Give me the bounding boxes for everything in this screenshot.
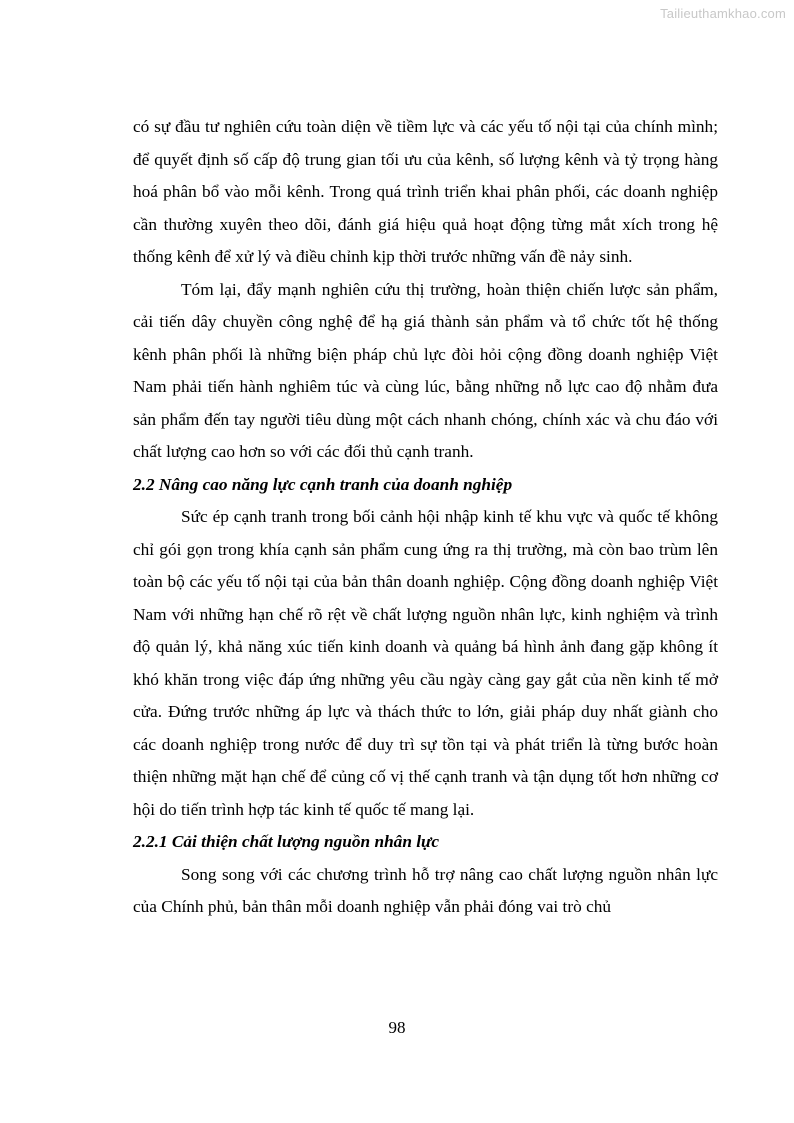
watermark-text: Tailieuthamkhao.com <box>660 6 786 21</box>
paragraph-summary: Tóm lại, đẩy mạnh nghiên cứu thị trường, hoàn thiện chiến lược sản phẩm, cải tiến dây chuyền công nghệ để hạ giá thành sản phẩm và tổ chức tốt hệ thống kênh phân phối là những biện pháp chủ lực đòi hỏi cộng đồng doanh nghiệp Việt Nam phải tiến hành nghiêm túc và cùng lúc, bằng những nỗ lực cao độ nhằm đưa sản phẩm đến tay người tiêu dùng một cách nhanh chóng, chính xác và chu đáo với chất lượng cao hơn so với các đối thủ cạnh tranh. <box>133 279 718 461</box>
paragraph-competition-pressure: Sức ép cạnh tranh trong bối cảnh hội nhập kinh tế khu vực và quốc tế không chỉ gói gọn trong khía cạnh sản phẩm cung ứng ra thị trường, mà còn bao trùm lên toàn bộ các yếu tố nội tại của bản thân doanh nghiệp. Cộng đồng doanh nghiệp Việt Nam với những hạn chế rõ rệt về chất lượng nguồn nhân lực, kinh nghiệm và trình độ quản lý, khả năng xúc tiến kinh doanh và quảng bá hình ảnh đang gặp không ít khó khăn trong việc đáp ứng những yêu cầu ngày càng gay gắt của nền kinh tế mở cửa. Đứng trước những áp lực và thách thức to lớn, giải pháp duy nhất giành cho các doanh nghiệp trong nước để duy trì sự tồn tại và phát triển là từng bước hoàn thiện những mặt hạn chế để củng cố vị thế cạnh tranh và tận dụng tốt hơn những cơ hội do tiến trình hợp tác kinh tế quốc tế mang lại. <box>133 507 718 819</box>
paragraph-continued: có sự đầu tư nghiên cứu toàn diện về tiềm lực và các yếu tố nội tại của chính mình; để quyết định số cấp độ trung gian tối ưu của kênh, số lượng kênh và tỷ trọng hàng hoá phân bổ vào mỗi kênh. Trong quá trình triển khai phân phối, các doanh nghiệp cần thường xuyên theo dõi, đánh giá hiệu quả hoạt động từng mắt xích trong hệ thống kênh để xử lý và điều chỉnh kịp thời trước những vấn đề nảy sinh. <box>133 117 718 266</box>
paragraph-human-resources: Song song với các chương trình hỗ trợ nâng cao chất lượng nguồn nhân lực của Chính phủ, bản thân mỗi doanh nghiệp vẫn phải đóng vai trò chủ <box>133 864 718 916</box>
document-body <box>133 111 718 924</box>
page-number: 98 <box>388 1018 406 1037</box>
section-heading-2-2: 2.2 Nâng cao năng lực cạnh tranh của doanh nghiệp <box>133 474 513 494</box>
section-heading-2-2-1: 2.2.1 Cải thiện chất lượng nguồn nhân lực <box>133 832 440 851</box>
